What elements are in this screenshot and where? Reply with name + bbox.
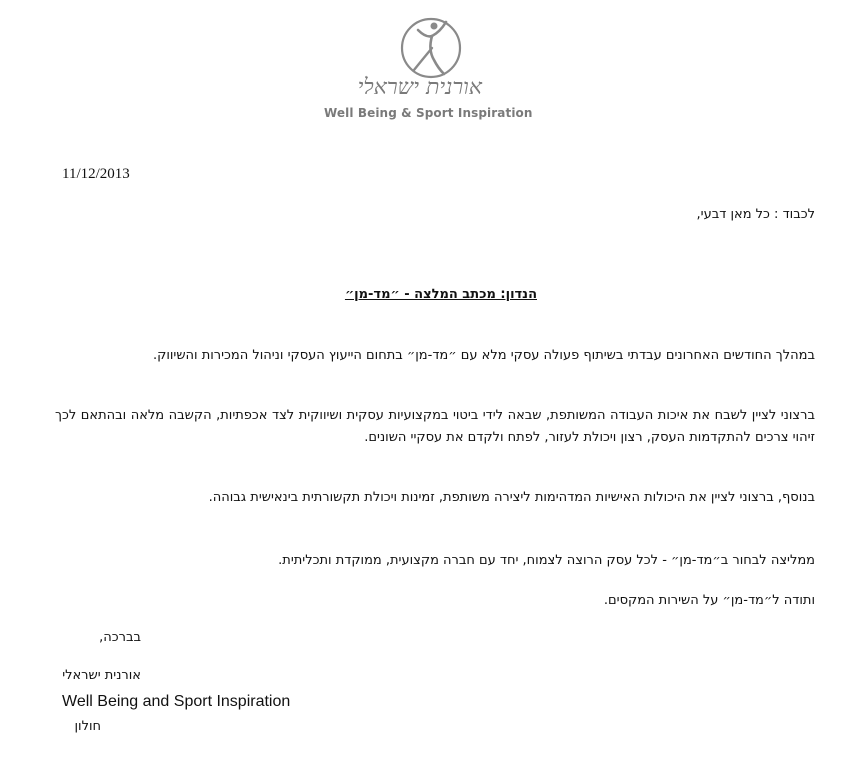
logo-mark-icon (322, 8, 532, 103)
letter-paragraph-5: ותודה ל״מד-מן״ על השירות המקסים. (603, 593, 815, 608)
company-logo (322, 8, 532, 123)
letter-paragraph-1: במהלך החודשים האחרונים עבדתי בשיתוף פעולה עסקי מלא עם ״מד-מן״ בתחום הייעוץ העסקי וניהול המכירות והשיווק. (152, 348, 815, 363)
letter-subject: הנדון: מכתב המלצה - ״מד-מן״ (344, 287, 537, 302)
letter-closing: בברכה, (99, 630, 141, 645)
signature-name: אורנית ישראלי (62, 668, 141, 683)
letter-date: 11/12/2013 (62, 166, 130, 182)
letter-addressee: לכבוד : כל מאן דבעי, (696, 207, 815, 222)
letter-paragraph-3: בנוסף, ברצוני לציין את היכולות האישיות המדהימות ליצירה משותפת, זמינות ויכולת תקשורתית בינאישית גבוהה. (208, 490, 815, 505)
signature-city: חולון (74, 719, 101, 734)
logo-tagline: Well Being & Sport Inspiration (324, 106, 533, 120)
logo-hebrew-wordmark: אורנית ישראלי (357, 75, 482, 100)
letter-paragraph-4: ממליצה לבחור ב״מד-מן״ - לכל עסק הרוצה לצמוח, יחד עם חברה מקצועית, ממוקדת ותכליתית. (278, 553, 815, 568)
letter-paragraph-2: ברצוני לציין לשבח את איכות העבודה המשותפת, שבאה לידי ביטוי במקצועיות עסקית ושיווקית לצד אכפתיות, הקשבה מלאה ובהתאם לכך זיהוי צרכים להתקדמות העסק, רצון ויכולת לעזור, לפתח ולקדם את עסקיי השונים. (55, 408, 815, 445)
signature-company: Well Being and Sport Inspiration (62, 693, 291, 710)
